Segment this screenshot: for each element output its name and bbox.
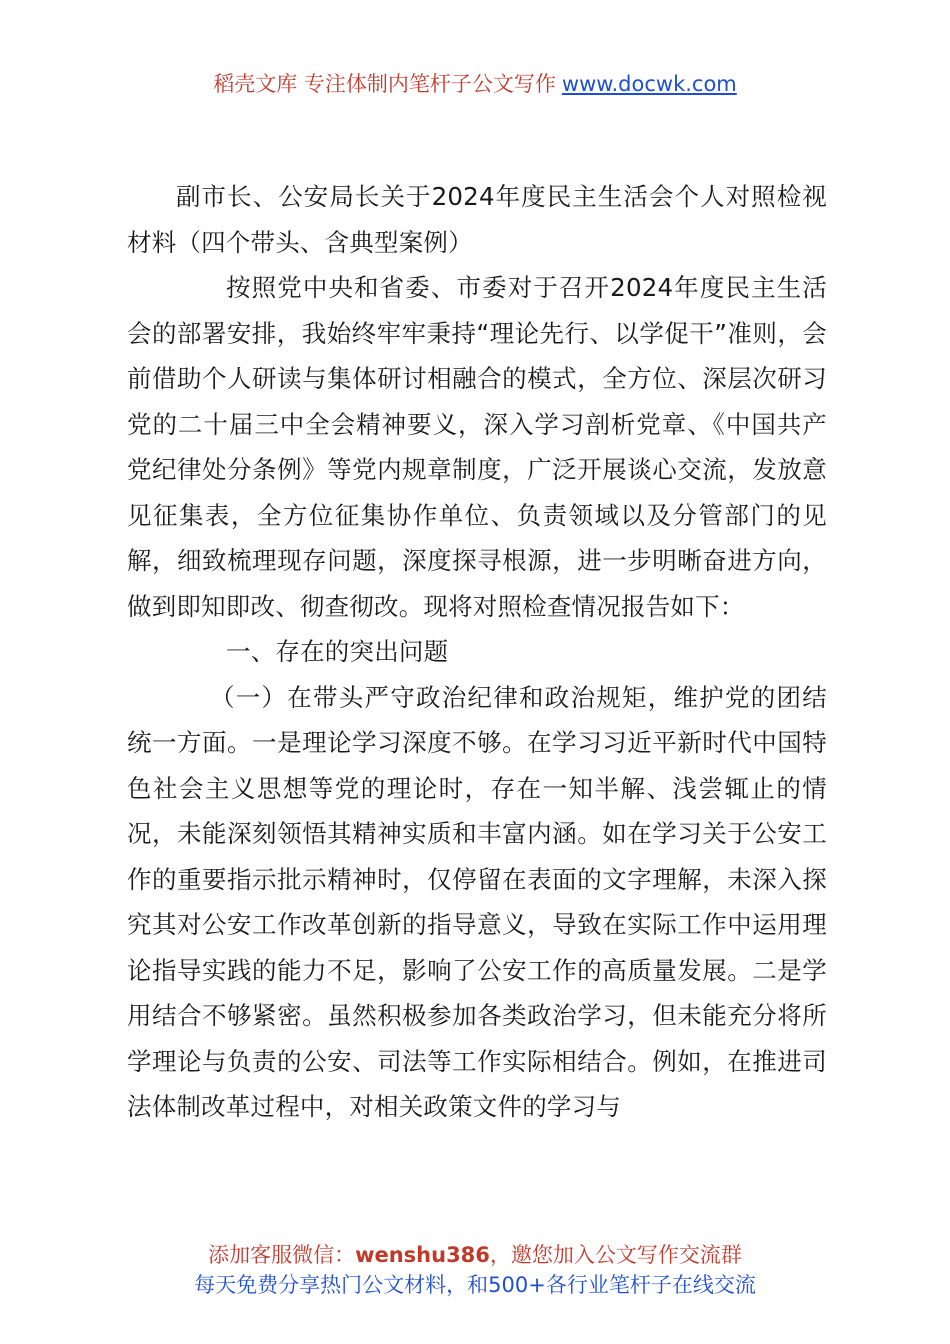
document-title: 副市长、公安局长关于2024年度民主生活会个人对照检视材料（四个带头、含典型案例） bbox=[127, 182, 827, 257]
footer-contact-line bbox=[0, 1240, 950, 1270]
page-header bbox=[0, 70, 950, 98]
footer-promo-line: 每天免费分享热门公文材料，和500+各行业笔杆子在线交流 bbox=[194, 1273, 756, 1297]
footer-prefix: 添加客服微信： bbox=[208, 1243, 356, 1267]
document-body bbox=[127, 174, 827, 1130]
section-heading: 一、存在的突出问题 bbox=[226, 637, 449, 666]
website-link[interactable]: www.docwk.com bbox=[561, 72, 737, 96]
subsection-paragraph: （一）在带头严守政治纪律和政治规矩，维护党的团结统一方面。一是理论学习深度不够。在学习习近平新时代中国特色社会主义思想等党的理论时，存在一知半解、浅尝辄止的情况，未能深刻领悟其精神实质和丰富内涵。如在学习关于公安工作的重要指示批示精神时，仅停留在表面的文字理解，未深入探究其对公安工作改革创新的指导意义，导致在实际工作中运用理论指导实践的能力不足，影响了公安工作的高质量发展。二是学用结合不够紧密。虽然积极参加各类政治学习，但未能充分将所学理论与负责的公安、司法等工作实际相结合。例如，在推进司法体制改革过程中，对相关政策文件的学习与 bbox=[127, 682, 827, 1121]
footer-suffix: ，邀您加入公文写作交流群 bbox=[489, 1243, 742, 1267]
page-footer bbox=[0, 1240, 950, 1300]
intro-paragraph: 按照党中央和省委、市委对于召开2024年度民主生活会的部署安排，我始终牢牢秉持“理论先行、以学促干”准则，会前借助个人研读与集体研讨相融合的模式，全方位、深层次研习党的二十届三中全会精神要义，深入学习剖析党章、《中国共产党纪律处分条例》等党内规章制度，广泛开展谈心交流，发放意见征集表，全方位征集协作单位、负责领域以及分管部门的见解，细致梳理现存问题，深度探寻根源，进一步明晰奋进方向，做到即知即改、彻查彻改。现将对照检查情况报告如下： bbox=[127, 273, 827, 621]
header-text: 稻壳文库 专注体制内笔杆子公文写作 bbox=[213, 72, 556, 96]
wechat-id: wenshu386 bbox=[355, 1243, 490, 1267]
